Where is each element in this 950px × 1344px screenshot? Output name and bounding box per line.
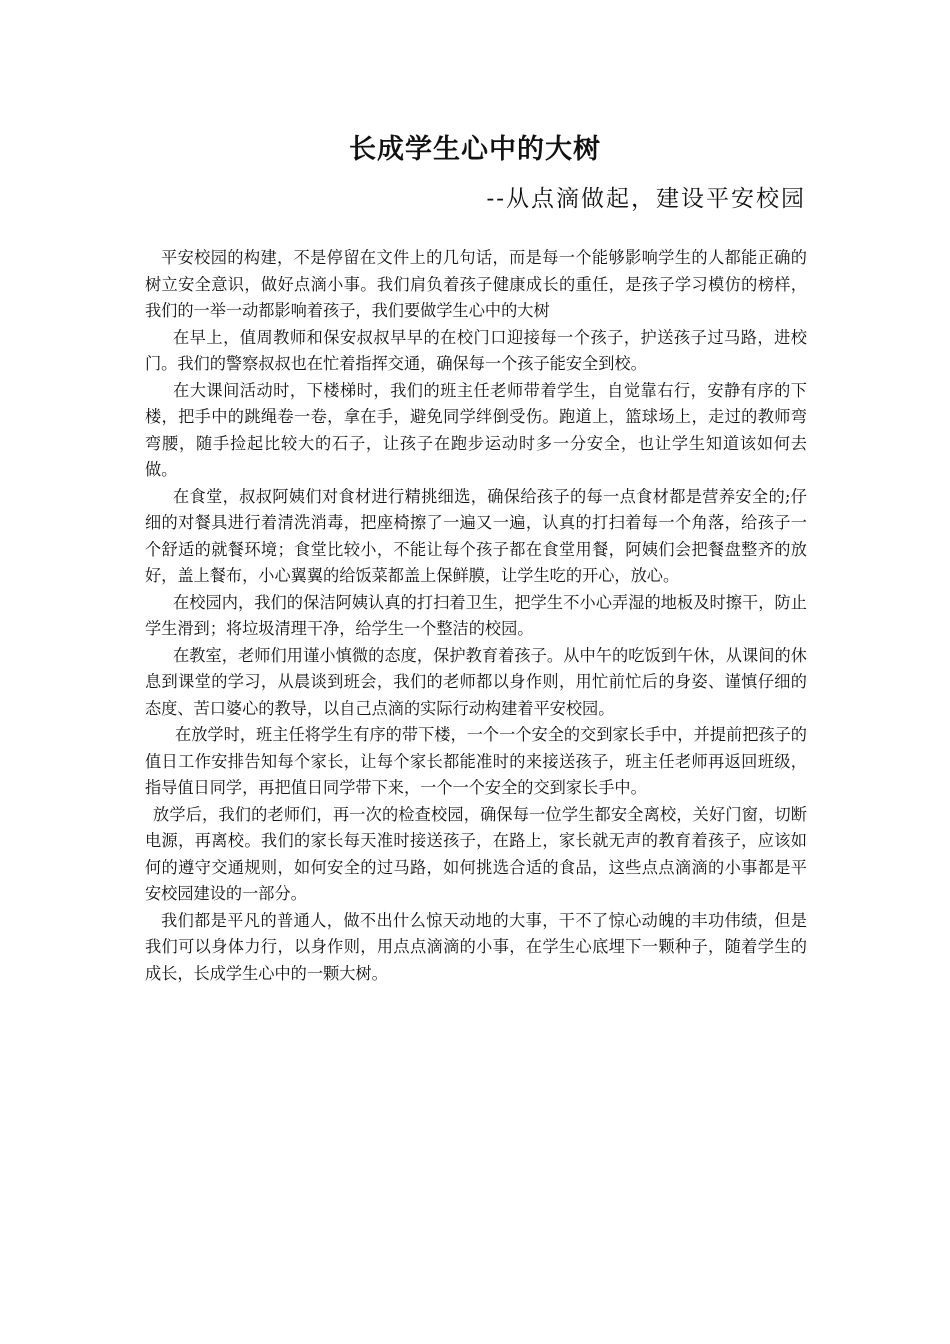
paragraph-after-school: 放学后，我们的老师们，再一次的检查校园，确保每一位学生都安全离校，关好门窗，切断电源，再离校。我们的家长每天准时接送孩子，在路上，家长就无声的教育着孩子，应该如何的遵守交通规则，如何安全的过马路，如何挑选合适的食品，这些点点滴滴的小事都是平安校园建设的一部分。 [145,804,807,903]
paragraph-classroom: 在教室，老师们用谨小慎微的态度，保护教育着孩子。从中午的吃饭到午休，从课间的休息到课堂的学习，从晨谈到班会，我们的老师都以身作则，用忙前忙后的身姿、谨慎仔细的态度、苦口婆心的教导，以自己点滴的实际行动构建着平安校园。 [145,645,807,718]
paragraph-campus: 在校园内，我们的保洁阿姨认真的打扫着卫生，把学生不小心弄湿的地板及时擦干，防止学生滑到；将垃圾清理干净，给学生一个整洁的校园。 [145,592,807,638]
document-subtitle: --从点滴做起，建设平安校园 [486,186,806,212]
paragraph-break-activity: 在大课间活动时，下楼梯时，我们的班主任老师带着学生，自觉靠右行，安静有序的下楼，把手中的跳绳卷一卷，拿在手，避免同学绊倒受伤。跑道上，篮球场上，走过的教师弯弯腰，随手捡起比较大的石子，让孩子在跑步运动时多一分安全，也让学生知道该如何去做。 [145,380,807,479]
paragraph-dismissal: 在放学时，班主任将学生有序的带下楼，一个一个安全的交到家长手中，并提前把孩子的值日工作安排告知每个家长，让每个家长都能准时的来接送孩子，班主任老师再返回班级，指导值日同学，再把值日同学带下来，一个一个安全的交到家长手中。 [145,725,807,797]
paragraph-morning: 在早上，值周教师和保安叔叔早早的在校门口迎接每一个孩子，护送孩子过马路，进校门。我们的警察叔叔也在忙着指挥交通，确保每一个孩子能安全到校。 [145,327,807,373]
document-body [145,245,807,987]
paragraph-intro: 平安校园的构建，不是停留在文件上的几句话，而是每一个能够影响学生的人都能正确的树立安全意识，做好点滴小事。我们肩负着孩子健康成长的重任，是孩子学习模仿的榜样，我们的一举一动都影响着孩子，我们要做学生心中的大树 [145,248,807,320]
paragraph-canteen: 在食堂，叔叔阿姨们对食材进行精挑细选，确保给孩子的每一点食材都是营养安全的;仔细的对餐具进行着清洗消毒，把座椅擦了一遍又一遍，认真的打扫着每一个角落，给孩子一个舒适的就餐环境；食堂比较小，不能让每个孩子都在食堂用餐，阿姨们会把餐盘整齐的放好，盖上餐布，小心翼翼的给饭菜都盖上保鲜膜，让学生吃的开心，放心。 [145,486,807,585]
paragraph-conclusion: 我们都是平凡的普通人，做不出什么惊天动地的大事，干不了惊心动魄的丰功伟绩，但是我们可以身体力行，以身作则，用点点滴滴的小事，在学生心底埋下一颗种子，随着学生的成长，长成学生心中的一颗大树。 [145,910,807,983]
document-title: 长成学生心中的大树 [349,134,601,165]
